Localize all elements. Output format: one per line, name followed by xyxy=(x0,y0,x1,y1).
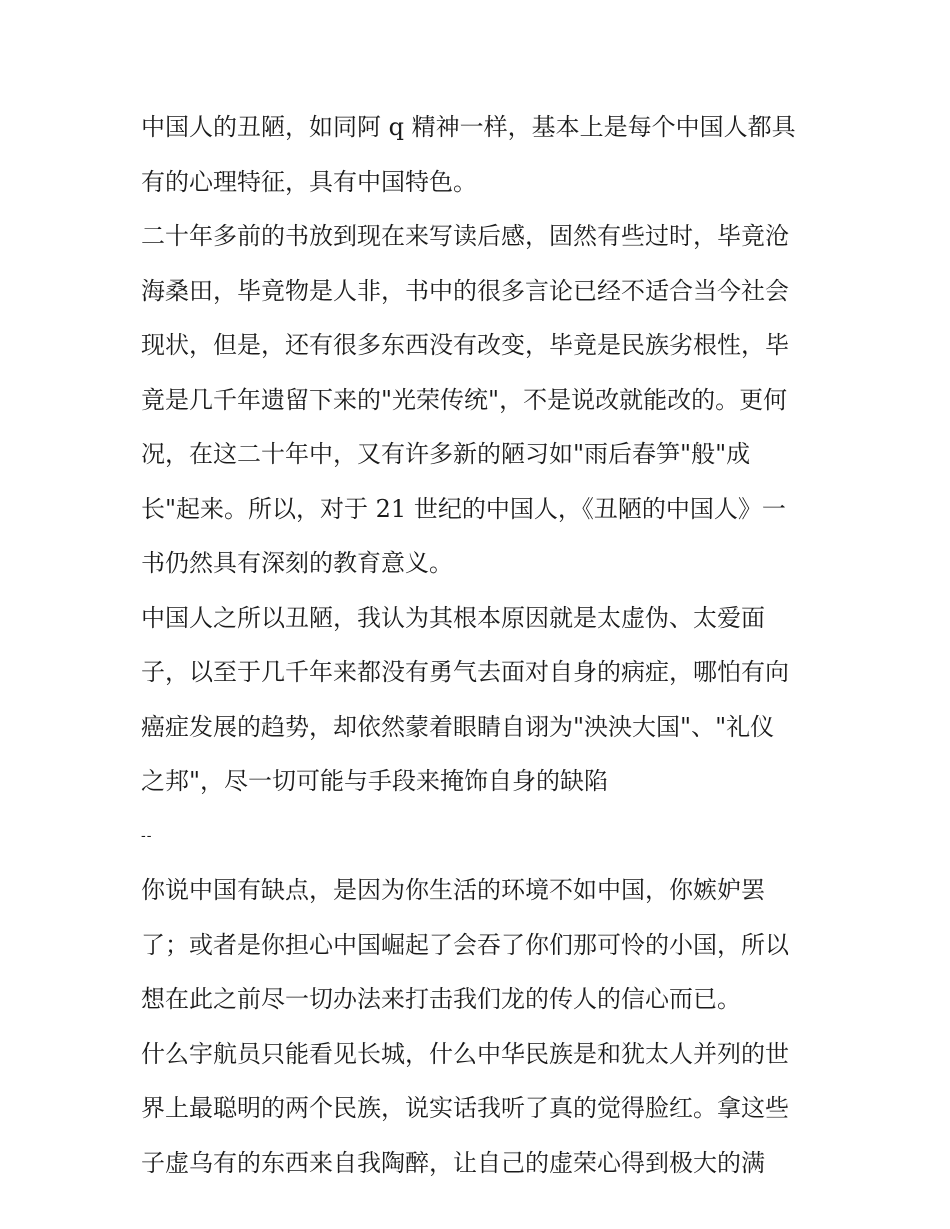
text-line: 有的心理特征，具有中国特色。 xyxy=(141,167,477,196)
text-line: 子，以至于几千年来都没有勇气去面对自身的病症，哪怕有向 xyxy=(141,658,789,686)
text-line: 你说中国有缺点，是因为你生活的环境不如中国，你嫉妒罢 xyxy=(141,876,765,904)
text-line: 了；或者是你担心中国崛起了会吞了你们那可怜的小国，所以 xyxy=(141,930,789,959)
separator-line: -- xyxy=(141,827,153,844)
text-line: 界上最聪明的两个民族，说实话我听了真的觉得脸红。拿这些 xyxy=(141,1094,789,1122)
document-body xyxy=(141,100,821,1190)
text-line: 子虚乌有的东西来自我陶醉，让自己的虚荣心得到极大的满 xyxy=(141,1148,765,1177)
text-line: 之邦"，尽一切可能与手段来掩饰自身的缺陷 xyxy=(141,767,609,795)
text-line: 书仍然具有深刻的教育意义。 xyxy=(141,549,453,577)
text-line: 癌症发展的趋势，却依然蒙着眼睛自诩为"泱泱大国"、"礼仪 xyxy=(141,712,775,741)
text-line: 什么宇航员只能看见长城，什么中华民族是和犹太人并列的世 xyxy=(141,1039,789,1068)
text-line: 海桑田，毕竟物是人非，书中的很多言论已经不适合当今社会 xyxy=(141,276,789,305)
text-line: 长"起来。所以，对于 21 世纪的中国人，《丑陋的中国人》一 xyxy=(141,494,786,523)
text-line: 况，在这二十年中，又有许多新的陋习如"雨后春笋"般"成 xyxy=(141,440,751,468)
text-line: 想在此之前尽一切办法来打击我们龙的传人的信心而已。 xyxy=(141,985,741,1013)
text-line: 中国人之所以丑陋，我认为其根本原因就是太虚伪、太爱面 xyxy=(141,603,765,632)
text-line: 中国人的丑陋，如同阿 q 精神一样，基本上是每个中国人都具 xyxy=(141,113,796,141)
text-line: 二十年多前的书放到现在来写读后感，固然有些过时，毕竟沧 xyxy=(141,222,789,250)
text-line: 现状，但是，还有很多东西没有改变，毕竟是民族劣根性，毕 xyxy=(141,331,789,359)
text-line: 竟是几千年遗留下来的"光荣传统"，不是说改就能改的。更何 xyxy=(141,385,788,414)
